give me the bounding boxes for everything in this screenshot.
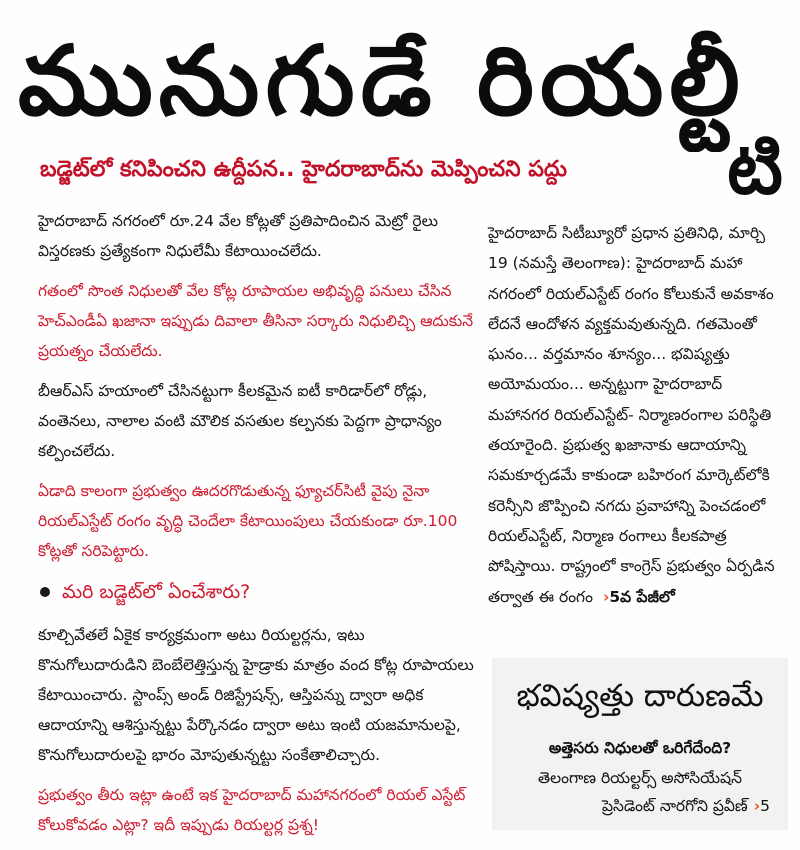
headline-final-letter: టి [727,128,783,208]
paragraph-it-corridor: బీఆర్ఎస్ హయాంలో చేసినట్టుగా కీలకమైన ఐటీ కారిడార్‌లో రోడ్లు, వంతెనలు, నాలాల వంటి మౌలిక వసతుల కల్పనకు పెద్దగా ప్రాధాన్యం కల్పించలేదు. [38,382,442,460]
paragraph-question: ప్రభుత్వం తీరు ఇట్లా ఉంటే ఇక హైదరాబాద్ మహానగరంలో రియల్ ఎస్టేట్ కోలుకోవడం ఎట్లా? ఇదీ ఇప్పుడు రియల్టర్ల ప్రశ్న! [38,786,466,834]
bullet-heading-text: మరి బడ్జెట్‌లో ఏంచేశారు? [62,581,251,603]
continued-on-page[interactable]: 5వ పేజీలో [609,587,675,606]
page-ref-arrow-icon: › [753,797,761,815]
quote-box-page-ref[interactable]: 5 [760,797,770,815]
paragraph-hydraa: కూల్చివేతలే ఏకైక కార్యక్రమంగా అటు రియల్టర్లను, ఇటు కొనుగోలుదారుడిని బెంబేలెత్తిస్తున్న హైడ్రాకు మాత్రం వంద కోట్ల రూపాయలు కేటాయించారు. స్టాంప్స్ అండ్ రిజిస్ట్రేషన్స్, ఆస్తిపన్ను ద్వారా అధిక ఆదాయాన్ని ఆశిస్తున్నట్టు పేర్కొనడం ద్వారా అటు ఇంటి యజమానులపై, కొనుగోలుదారులపై భారం మోపుతున్నట్టు సంకేతాలిచ్చారు. [38,626,474,764]
headline: మునుగుడే రియల్టీ [18,25,746,137]
quote-box-credit-name-text: ప్రెసిడెంట్ నారగోని ప్రవీణ్ [601,797,748,815]
continued-arrow-icon: › [602,587,610,606]
left-column [38,206,476,850]
quote-box-subtitle: అత్తెసరు నిధులతో ఒరిగేదేంది? [548,739,732,757]
paragraph-hmda: గతంలో సొంత నిధులతో వేల కోట్ల రూపాయల అభివృద్ధి పనులు చేసిన హెచ్ఎండీఏ ఖజానా ఇప్పుడు దివాలా తీసినా సర్కారు నిధులిచ్చి ఆదుకునే ప్రయత్నం చేయలేదు. [38,282,474,360]
paragraph-future-city: ఏడాది కాలంగా ప్రభుత్వం ఊదరగొడుతున్న ఫ్యూచర్‌సిటీ వైపు నైనా రియల్ఎస్టేట్ రంగం వృద్ధి చెందేలా కేటాయింపులు చేయకుండా రూ.100 కోట్లతో సరిపెట్టారు. [38,482,458,560]
bullet-heading [38,576,476,608]
article-body [488,218,780,612]
right-column [488,218,780,612]
subheadline: బడ్జెట్‌లో కనిపించని ఉద్దీపన.. హైదరాబాద్‌ను మెప్పించని పద్దు [40,157,567,182]
quote-box-title: భవిష్యత్తు దారుణమే [516,678,764,714]
bullet-icon [40,587,50,597]
article-body-text: హైదరాబాద్ సిటీబ్యూరో ప్రధాన ప్రతినిధి, మార్చి 19 (నమస్తే తెలంగాణ): హైదరాబాద్ మహా నగరంలో రియల్ఎస్టేట్ రంగం కోలుకునే అవకాశం లేదనే ఆందోళన వ్యక్తమవుతున్నది. గతమెంతో ఘనం... వర్తమానం శూన్యం... భవిష్యత్తు అయోమయం... అన్నట్టుగా హైదరాబాద్ మహానగర రియల్ఎస్టేట్- నిర్మాణరంగాల పరిస్థితి తయారైంది. ప్రభుత్వ ఖజానాకు ఆదాయాన్ని సమకూర్చడమే కాకుండా బహిరంగ మార్కెట్‌లోకి కరెన్సీని జొప్పించి నగదు ప్రవాహాన్ని పెంచడంలో రియల్ఎస్టేట్, నిర్మాణ రంగాలు కీలకపాత్ర పోషిస్తాయి. రాష్ట్రంలో కాంగ్రెస్ ప్రభుత్వం ఏర్పడిన తర్వాత ఈ రంగం [488,224,775,606]
quote-box-credit-org: తెలంగాణ రియల్టర్స్ అసోసియేషన్ [538,769,742,787]
quote-box [492,658,788,830]
quote-box-credit-name [602,792,770,820]
paragraph-metro: హైదరాబాద్ నగరంలో రూ.24 వేల కోట్లతో ప్రతిపాదించిన మెట్రో రైలు విస్తరణకు ప్రత్యేకంగా నిధులేమీ కేటాయించలేదు. [38,212,438,260]
